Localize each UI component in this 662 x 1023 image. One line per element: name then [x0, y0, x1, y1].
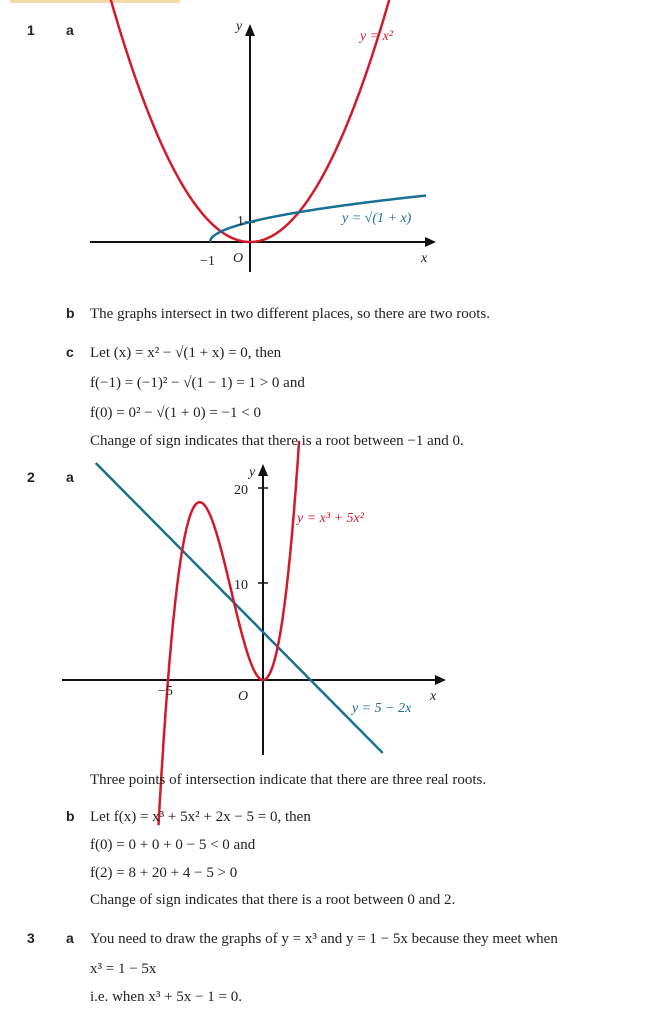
q1-part-c-label: c: [66, 344, 74, 360]
q2-cubic-curve: [159, 441, 300, 825]
q3-part-a-label: a: [66, 930, 74, 946]
q2-b-line-2: f(0) = 0 + 0 + 0 − 5 < 0 and: [90, 837, 256, 853]
q2-x-axis-label: x: [430, 689, 437, 704]
q2-cubic-label: y = x³ + 5x²: [297, 511, 364, 526]
q2-y-arrow-icon: [258, 464, 268, 476]
question-number-3: 3: [27, 930, 35, 946]
q1-y-axis-label: y: [236, 19, 243, 34]
q1-parabola-label: y = x²: [360, 29, 394, 44]
q2-line-curve: [96, 463, 383, 753]
question-number-1: 1: [27, 22, 35, 38]
q3-a-line-2: x³ = 1 − 5x: [90, 961, 157, 977]
q1-origin-label: O: [233, 251, 244, 266]
q2-line-label: y = 5 − 2x: [352, 701, 412, 716]
q2-b-line-1: Let f(x) = x³ + 5x² + 2x − 5 = 0, then: [90, 809, 311, 825]
q1-graph: [90, 0, 436, 272]
q1-c-line-4: Change of sign indicates that there is a root between −1 and 0.: [90, 433, 464, 449]
q2-part-a-label: a: [66, 469, 74, 485]
q2-part-b-label: b: [66, 808, 75, 824]
q1-y-arrow-icon: [245, 24, 255, 36]
q3-a-line-1: You need to draw the graphs of y = x³ and y = 1 − 5x because they meet when: [90, 931, 558, 947]
q1-c-line-1: Let (x) = x² − √(1 + x) = 0, then: [90, 345, 282, 361]
q1-b-text: The graphs intersect in two different places, so there are two roots.: [90, 306, 491, 322]
q2-tick-20-label: 20: [234, 483, 248, 498]
q2-y-axis-label: y: [249, 465, 256, 480]
q1-x-arrow-icon: [425, 237, 436, 247]
q2-graph: [62, 441, 446, 825]
q2-tick-neg5-label: −5: [158, 684, 173, 699]
q1-c-line-3: f(0) = 0² − √(1 + 0) = −1 < 0: [90, 405, 261, 421]
q2-b-line-3: f(2) = 8 + 20 + 4 − 5 > 0: [90, 865, 238, 881]
q1-part-a-label: a: [66, 22, 74, 38]
q2-b-line-4: Change of sign indicates that there is a root between 0 and 2.: [90, 892, 456, 908]
q1-c-line-2: f(−1) = (−1)² − √(1 − 1) = 1 > 0 and: [90, 375, 305, 391]
question-number-2: 2: [27, 469, 35, 485]
q1-tick-neg1-label: −1: [200, 254, 215, 269]
q1-tick-1-label: 1: [237, 214, 244, 229]
q1-part-b-label: b: [66, 305, 75, 321]
q2-a-text: Three points of intersection indicate that there are three real roots.: [90, 772, 487, 788]
q3-a-line-3: i.e. when x³ + 5x − 1 = 0.: [90, 989, 242, 1005]
q1-x-axis-label: x: [421, 251, 428, 266]
q2-tick-10-label: 10: [234, 578, 248, 593]
q1-root-label: y = √(1 + x): [342, 211, 412, 226]
q2-origin-label: O: [238, 689, 249, 704]
q2-x-arrow-icon: [435, 675, 446, 685]
